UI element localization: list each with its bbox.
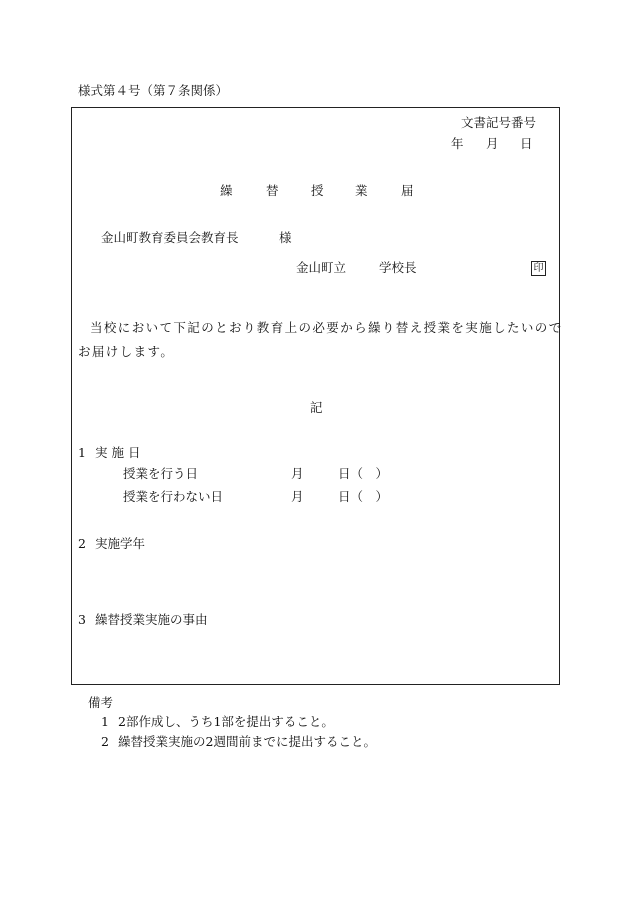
document-reference-number: 文書記号番号	[461, 115, 537, 130]
item-2-number: 2	[78, 536, 86, 551]
lesson-day-month: 月	[291, 466, 304, 481]
remarks-note-2-text: 繰替授業実施の2週間前までに提出すること。	[118, 734, 376, 749]
form-title-char-1: 繰	[220, 183, 233, 198]
lesson-day-label: 授業を行う日	[123, 466, 199, 481]
date-day: 日	[520, 136, 533, 151]
form-title-char-4: 業	[355, 183, 368, 198]
item-3-label: 繰替授業実施の事由	[95, 612, 208, 627]
form-title-char-3: 授	[311, 183, 324, 198]
sender-school: 金山町立	[296, 260, 347, 275]
item-2-label: 実施学年	[95, 536, 146, 551]
date-year: 年	[451, 136, 464, 151]
no-lesson-day-month: 月	[291, 489, 304, 504]
remarks-note-1-number: 1	[101, 714, 109, 729]
date-month: 月	[486, 136, 499, 151]
seal-mark	[531, 261, 546, 276]
ki-heading: 記	[310, 400, 323, 415]
form-title-char-5: 届	[401, 183, 414, 198]
item-3-number: 3	[78, 612, 86, 627]
seal-icon: 印	[531, 261, 546, 276]
item-1-label: 実 施 日	[95, 445, 141, 460]
form-title-char-2: 替	[266, 183, 279, 198]
no-lesson-day-label: 授業を行わない日	[123, 489, 224, 504]
addressee-name: 金山町教育委員会教育長	[101, 230, 239, 245]
no-lesson-day-day: 日（ ）	[338, 489, 389, 504]
remarks-note-2-number: 2	[101, 734, 109, 749]
addressee-honorific: 様	[279, 230, 292, 245]
remarks-note-1-text: 2部作成し、うち1部を提出すること。	[118, 714, 334, 729]
item-1-number: 1	[78, 445, 86, 460]
body-text-line-1: 当校において下記のとおり教育上の必要から繰り替え授業を実施したいので	[90, 320, 563, 335]
sender-title: 学校長	[379, 260, 417, 275]
body-text-line-2: お届けします。	[78, 344, 175, 359]
lesson-day-day: 日（ ）	[338, 466, 389, 481]
form-number: 様式第４号（第７条関係）	[78, 83, 229, 98]
remarks-heading: 備考	[88, 695, 114, 710]
